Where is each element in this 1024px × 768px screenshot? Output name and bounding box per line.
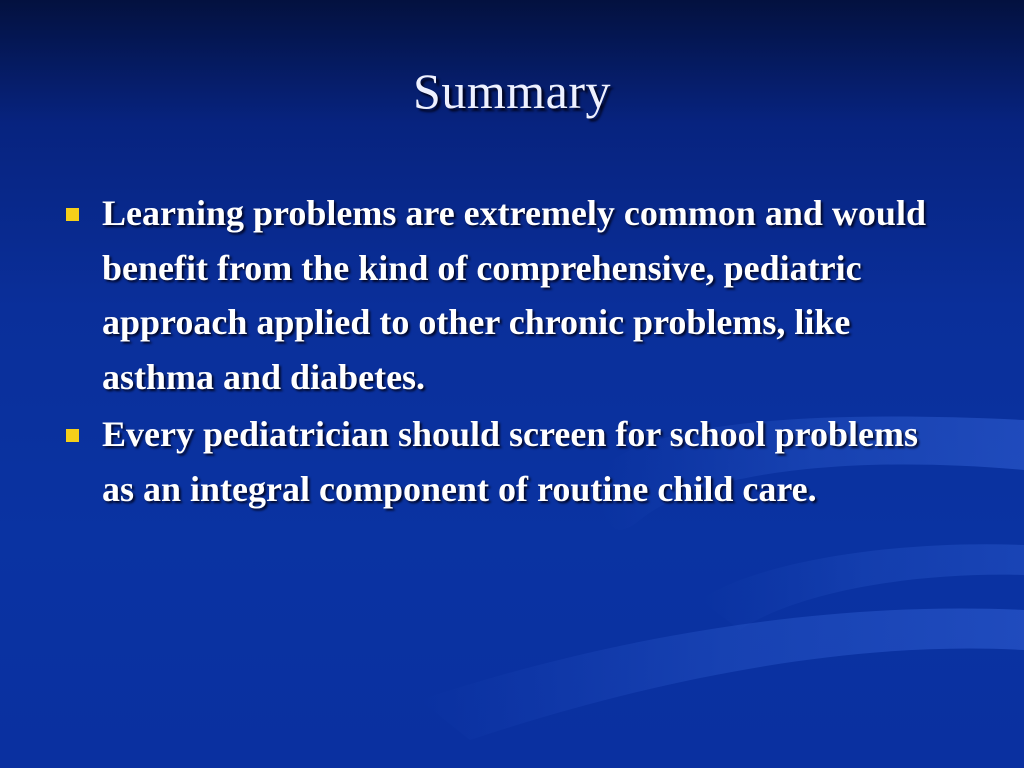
bullet-item: [58, 186, 958, 404]
bullet-list: [58, 186, 958, 519]
slide-title: Summary: [413, 63, 611, 119]
swirl-band-middle: [420, 608, 1024, 740]
bullet-text: Learning problems are extremely common and would benefit from the kind of comprehensive, pediatric approach applied to other chronic problems, like asthma and diabetes.: [102, 193, 926, 397]
square-bullet-icon: [66, 208, 79, 221]
bullet-item: [58, 407, 958, 516]
square-bullet-icon: [66, 429, 79, 442]
bullet-text: Every pediatrician should screen for school problems as an integral component of routine child care.: [102, 414, 919, 509]
